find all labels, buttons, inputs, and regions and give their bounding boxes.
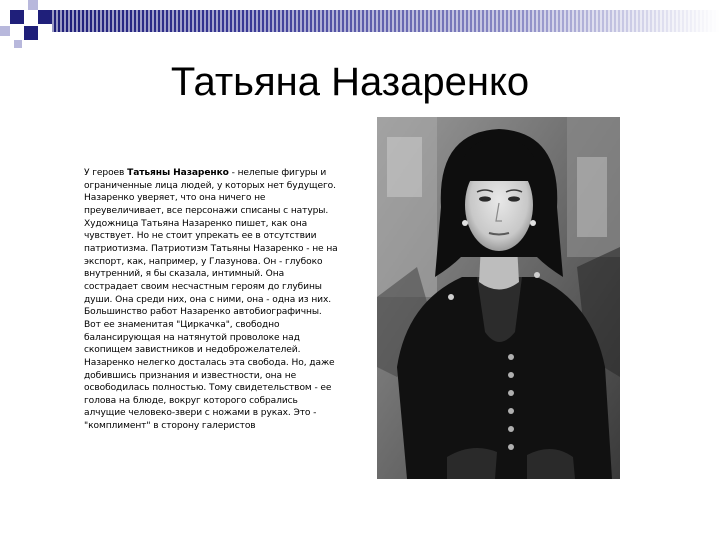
corner-square-6 (14, 40, 22, 48)
portrait-illustration (377, 117, 620, 479)
body-text-main: - нелепые фигуры и ограниченные лица людей, у которых нет будущего. Назаренко уверяет, что она ничего не преувеличивает, все персонажи списаны с натуры. Художница Татьяна Назаренко пишет, как она чувствует. Но не стоит упрекать ее в отсутствии патриотизма. Патриотизм Татьяны Назаренко - не на экспорт, как, например, у Глазунова. Он - глубоко внутренний, я бы сказала, интимный. Она сострадает своим несчастным героям до глубины души. Она среди них, она с ними, она - одна из них. Большинство работ Назаренко автобиографичны. Вот ее знаменитая "Циркачка", свободно балансирующая на натянутой проволоке над скопищем завистников и недоброжелателей. Назаренко нелегко досталась эта свобода. Но, даже добившись признания и известности, она не освободилась полностью. Тому свидетельством - ее голова на блюде, вокруг которого собрались алчущие человеко-звери с ножами в руках. Это - "комплимент" в сторону галеристов (84, 168, 338, 432)
slide-body-text (84, 167, 340, 433)
corner-square-5 (24, 26, 38, 40)
corner-square-1 (10, 10, 24, 24)
body-text-bold-name: Татьяны Назаренко (127, 168, 229, 178)
header-gradient-band (52, 10, 720, 32)
portrait-photo (377, 117, 620, 479)
corner-square-4 (0, 26, 10, 36)
corner-square-2 (28, 0, 38, 10)
slide-title: Татьяна Назаренко (170, 60, 530, 104)
corner-square-3 (38, 10, 52, 24)
body-text-intro: У героев (84, 168, 128, 178)
